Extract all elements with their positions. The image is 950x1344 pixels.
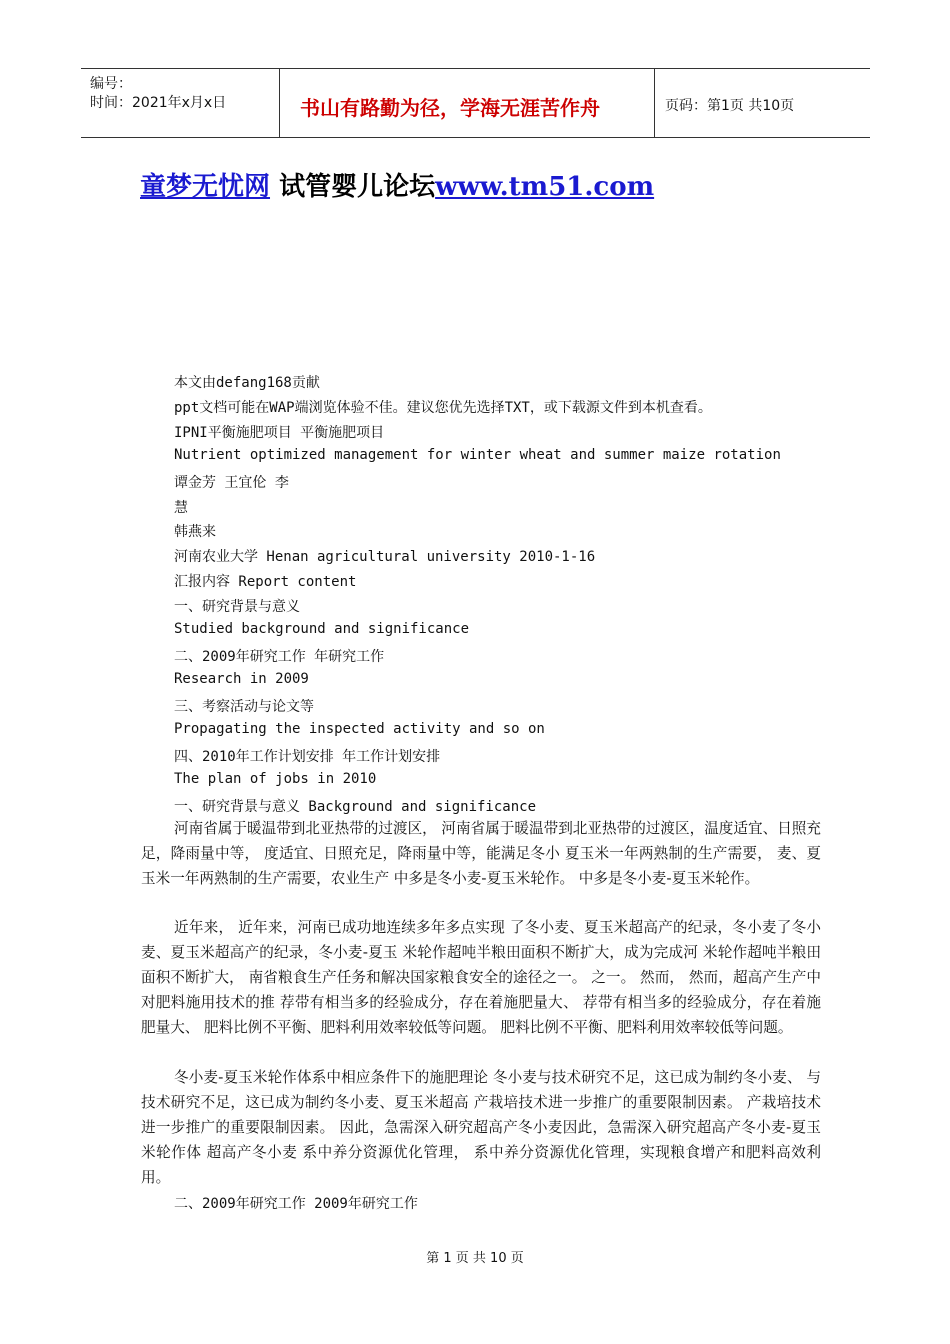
forum-name: 试管婴儿论坛 [279,172,436,202]
page-footer: 第 1 页 共 10 页 [426,1251,524,1266]
site-name-link[interactable]: 童梦无忧网 [140,172,271,202]
text-line: 慧 [174,500,188,516]
text-line: Research in 2009 [174,671,309,687]
text-line: Studied background and significance [174,621,470,637]
header-meta-cell [81,69,280,137]
text-line: 一、研究背景与意义 Background and significance [174,799,537,815]
text-line: 谭金芳 王宜伦 李 [174,475,289,491]
site-title [140,166,654,203]
text-line: Nutrient optimized management for winter wheat and summer maize rotation [174,447,781,463]
text-line: 三、考察活动与论文等 [174,699,314,715]
text-line: 韩燕来 [174,524,216,540]
paragraph: 近年来， 近年来，河南已成功地连续多年多点实现 了冬小麦、夏玉米超高产的纪录，冬小麦了冬小麦、夏玉米超高产的纪录，冬小麦-夏玉 米轮作超吨半粮田面积不断扩大，成为完成河 米轮作超吨半粮田面积不断扩大， 南省粮食生产任务和解决国家粮食安全的途径之一。 之一。 然而， 然而，超高产生产中对肥料施用技术的推 荐带有相当多的经验成分，存在着施肥量大、 荐带有相当多的经验成分，存在着施肥量大、 肥料比例不平衡、肥料利用效率较低等问题。 肥料比例不平衡、肥料利用效率较低等问题。 [141,919,821,1036]
number-label: 编号： [90,76,132,92]
text-line: 河南农业大学 Henan agricultural university 2010-1-16 [174,549,596,565]
text-line: Propagating the inspected activity and so on [174,721,545,737]
text-line: IPNI平衡施肥项目 平衡施肥项目 [174,425,385,441]
paragraph: 冬小麦-夏玉米轮作体系中相应条件下的施肥理论 冬小麦与技术研究不足，这已成为制约冬小麦、 与技术研究不足，这已成为制约冬小麦、夏玉米超高 产栽培技术进一步推广的重要限制因素。 产栽培技术进一步推广的重要限制因素。 因此，急需深入研究超高产冬小麦因此，急需深入研究超高产冬小麦-夏玉米轮作体 超高产冬小麦 系中养分资源优化管理， 系中养分资源优化管理，实现粮食增产和肥料高效利 用。 [141,1069,821,1186]
time-label: 时间：2021年x月x日 [90,95,227,111]
text-line: 二、2009年研究工作 2009年研究工作 [174,1196,418,1212]
motto: 书山有路勤为径，学海无涯苦作舟 [300,96,600,120]
site-url-link[interactable]: www.tm51.com [435,172,655,202]
page-info: 页码：第1页 共10页 [665,98,795,114]
text-line: 二、2009年研究工作 年研究工作 [174,649,385,665]
paragraph: 河南省属于暖温带到北亚热带的过渡区， 河南省属于暖温带到北亚热带的过渡区，温度适宜、日照充足，降雨量中等， 度适宜、日照充足，降雨量中等，能满足冬小 夏玉米一年两熟制的生产需要， 麦、夏玉米一年两熟制的生产需要，农业生产 中多是冬小麦-夏玉米轮作。 中多是冬小麦-夏玉米轮作。 [141,820,821,887]
header-motto-cell [280,69,655,137]
header-table [81,68,870,138]
text-line: ppt文档可能在WAP端浏览体验不佳。建议您优先选择TXT，或下载源文件到本机查看。 [174,400,712,416]
text-line: The plan of jobs in 2010 [174,771,377,787]
header-page-cell [655,69,870,137]
text-line: 一、研究背景与意义 [174,599,300,615]
text-line: 汇报内容 Report content [174,574,357,590]
text-line: 本文由defang168贡献 [174,375,320,391]
text-line: 四、2010年工作计划安排 年工作计划安排 [174,749,441,765]
